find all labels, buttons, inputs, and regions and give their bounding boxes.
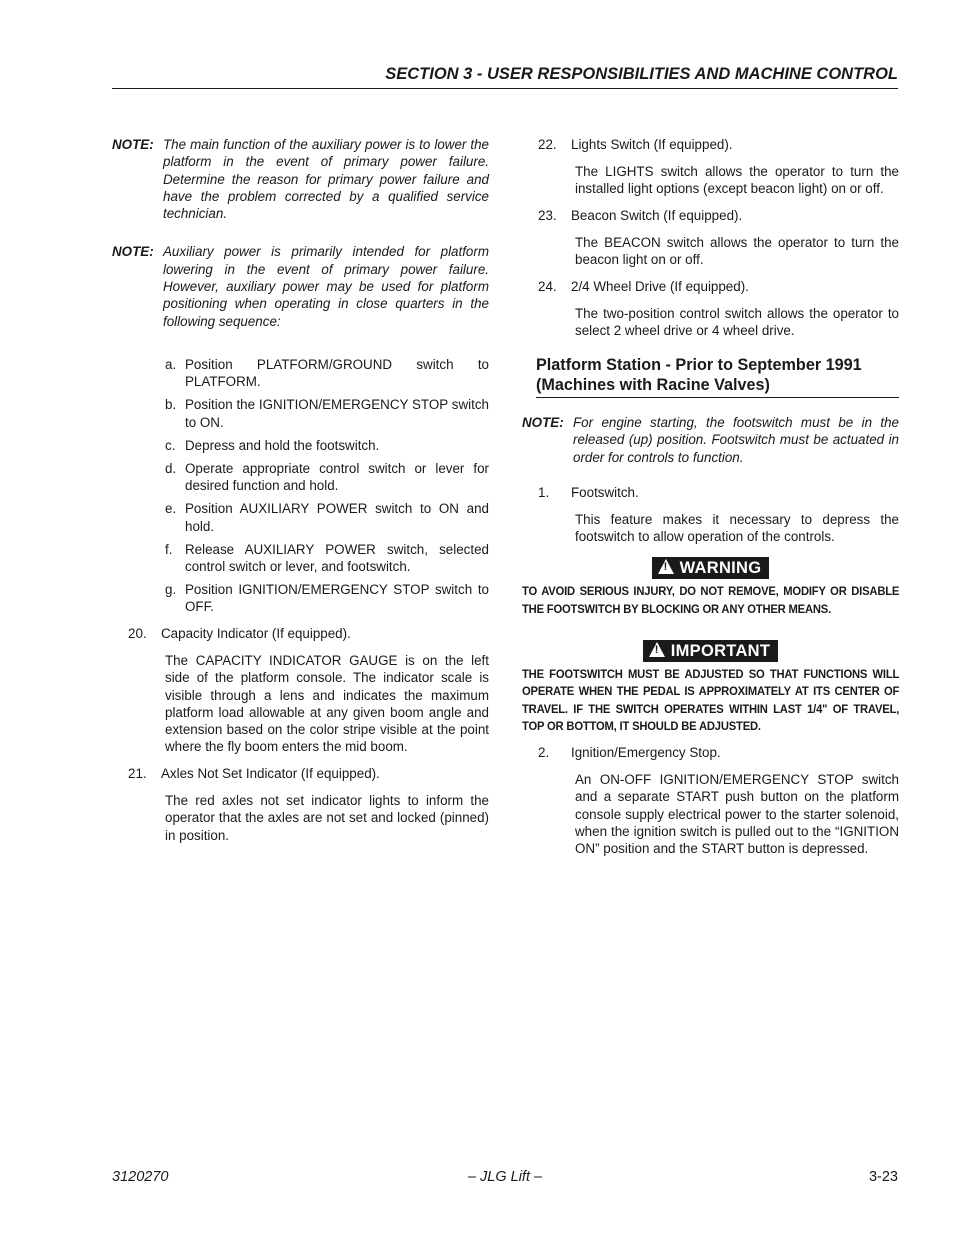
note-text: For engine starting, the footswitch must be in the released (up) position. Footswitch must be actuated in order for controls to function. xyxy=(573,415,899,465)
header-rule xyxy=(112,88,898,89)
item-number: 22. xyxy=(538,137,557,152)
item-number: 23. xyxy=(538,207,557,223)
important-badge xyxy=(643,640,779,662)
sequence-step xyxy=(112,581,489,616)
item-description: The red axles not set indicator lights to inform the operator that the axles are not set and locked (pinned) in position. xyxy=(165,792,489,843)
note-label: NOTE: xyxy=(112,137,154,152)
item-number: 24. xyxy=(538,278,557,294)
item-axles-not-set xyxy=(112,765,489,782)
step-text: Depress and hold the footswitch. xyxy=(185,437,380,453)
note-text: Auxiliary power is primarily intended for platform lowering in the event of primary power failure. However, auxiliary power may be used for platform positioning when operating in close quarters in the following sequence: xyxy=(163,244,489,329)
sequence-step xyxy=(112,437,489,454)
item-title: Axles Not Set Indicator (If equipped). xyxy=(161,766,380,782)
warning-badge xyxy=(652,557,770,579)
item-number: 2. xyxy=(538,745,550,761)
sequence-step xyxy=(112,356,489,391)
step-letter: e. xyxy=(165,501,177,517)
sequence-step xyxy=(112,500,489,535)
item-title: Beacon Switch (If equipped). xyxy=(571,207,743,223)
sequence-step xyxy=(112,396,489,431)
warning-badge-wrap xyxy=(522,557,899,579)
item-title: 2/4 Wheel Drive (If equipped). xyxy=(571,278,749,294)
item-number: 20. xyxy=(128,626,147,642)
warning-triangle-icon xyxy=(658,559,674,574)
step-letter: d. xyxy=(165,460,177,476)
item-description: The BEACON switch allows the operator to turn the beacon light on or off. xyxy=(575,234,899,267)
item-description: This feature makes it necessary to depress the footswitch to allow operation of the controls. xyxy=(575,511,899,545)
subsection-heading xyxy=(536,355,899,398)
footer-publisher: – JLG Lift – xyxy=(467,1169,543,1185)
note-auxiliary-usage xyxy=(112,243,489,329)
step-letter: a. xyxy=(165,356,177,372)
warning-label: WARNING xyxy=(679,559,762,578)
item-description: The CAPACITY INDICATOR GAUGE is on the left side of the platform console. The indicator scale is visible through a lens and indicates the maximum platform load allowable at any given boom angle and extension based on the color stripe visible at the point where the fly boom enters the mid boom. xyxy=(165,652,489,755)
subsection-heading-line: (Machines with Racine Valves) xyxy=(536,376,770,395)
item-footswitch xyxy=(522,484,899,501)
item-description: The LIGHTS switch allows the operator to turn the installed light options (except beacon light) on or off. xyxy=(575,163,899,197)
item-title: Ignition/Emergency Stop. xyxy=(571,745,721,761)
subsection-heading-line: Platform Station - Prior to September 1991 xyxy=(536,356,862,375)
item-description: The two-position control switch allows the operator to select 2 wheel drive or 4 wheel drive. xyxy=(575,305,899,338)
step-letter: b. xyxy=(165,397,177,413)
important-text: THE FOOTSWITCH MUST BE ADJUSTED SO THAT FUNCTIONS WILL OPERATE WHEN THE PEDAL IS APPROXIMATELY AT ITS CENTER OF TRAVEL. IF THE SWITCH OPERATES WITHIN LAST 1/4" OF TRAVEL, TOP OR BOTTOM, IT SHOULD BE ADJUSTED. xyxy=(522,667,900,733)
sequence-step xyxy=(112,460,489,495)
item-number: 21. xyxy=(128,766,147,782)
section-header: SECTION 3 - USER RESPONSIBILITIES AND MACHINE CONTROL xyxy=(385,65,898,83)
step-text: Position IGNITION/EMERGENCY STOP switch to OFF. xyxy=(185,582,489,615)
item-title: Footswitch. xyxy=(571,485,639,501)
sequence-step xyxy=(112,541,489,576)
left-column xyxy=(112,136,489,853)
step-letter: c. xyxy=(165,437,176,453)
step-letter: f. xyxy=(165,541,173,557)
warning-triangle-icon xyxy=(649,642,665,657)
item-beacon-switch xyxy=(522,207,899,224)
item-number: 1. xyxy=(538,485,550,501)
item-description: An ON-OFF IGNITION/EMERGENCY STOP switch and a separate START push button on the platform console supply electrical power to the starter solenoid, when the ignition switch is pulled out to the “IGNITION ON” position and the START button is depressed. xyxy=(575,772,899,857)
step-text: Release AUXILIARY POWER switch, selected control switch or lever, and footswitch. xyxy=(185,541,489,574)
item-capacity-indicator xyxy=(112,625,489,642)
note-engine-starting xyxy=(522,414,899,466)
item-wheel-drive xyxy=(522,278,899,295)
step-text: Operate appropriate control switch or lever for desired function and hold. xyxy=(185,460,489,494)
step-letter: g. xyxy=(165,582,177,598)
footer-page-number: 3-23 xyxy=(868,1169,898,1185)
important-badge-wrap xyxy=(522,640,899,662)
item-title: Capacity Indicator (If equipped). xyxy=(161,626,351,642)
item-ignition-emergency-stop xyxy=(522,744,899,761)
step-text: Position PLATFORM/GROUND switch to PLATFORM. xyxy=(185,356,489,390)
item-lights-switch xyxy=(522,136,899,153)
note-auxiliary-main xyxy=(112,136,489,222)
item-title: Lights Switch (If equipped). xyxy=(571,137,733,152)
note-text: The main function of the auxiliary power is to lower the platform in the event of primary power failure. Determine the reason for primary power failure and have the problem corrected by a qualified service technician. xyxy=(163,137,489,222)
step-text: Position the IGNITION/EMERGENCY STOP switch to ON. xyxy=(185,397,489,430)
warning-text: TO AVOID SERIOUS INJURY, DO NOT REMOVE, MODIFY OR DISABLE THE FOOTSWITCH BY BLOCKING OR ANY OTHER MEANS. xyxy=(522,584,900,616)
footer-document-number: 3120270 xyxy=(112,1169,169,1185)
note-label: NOTE: xyxy=(112,244,154,260)
right-column xyxy=(522,136,899,867)
note-label: NOTE: xyxy=(522,415,564,431)
important-label: IMPORTANT xyxy=(670,642,771,661)
step-text: Position AUXILIARY POWER switch to ON and hold. xyxy=(185,501,489,534)
